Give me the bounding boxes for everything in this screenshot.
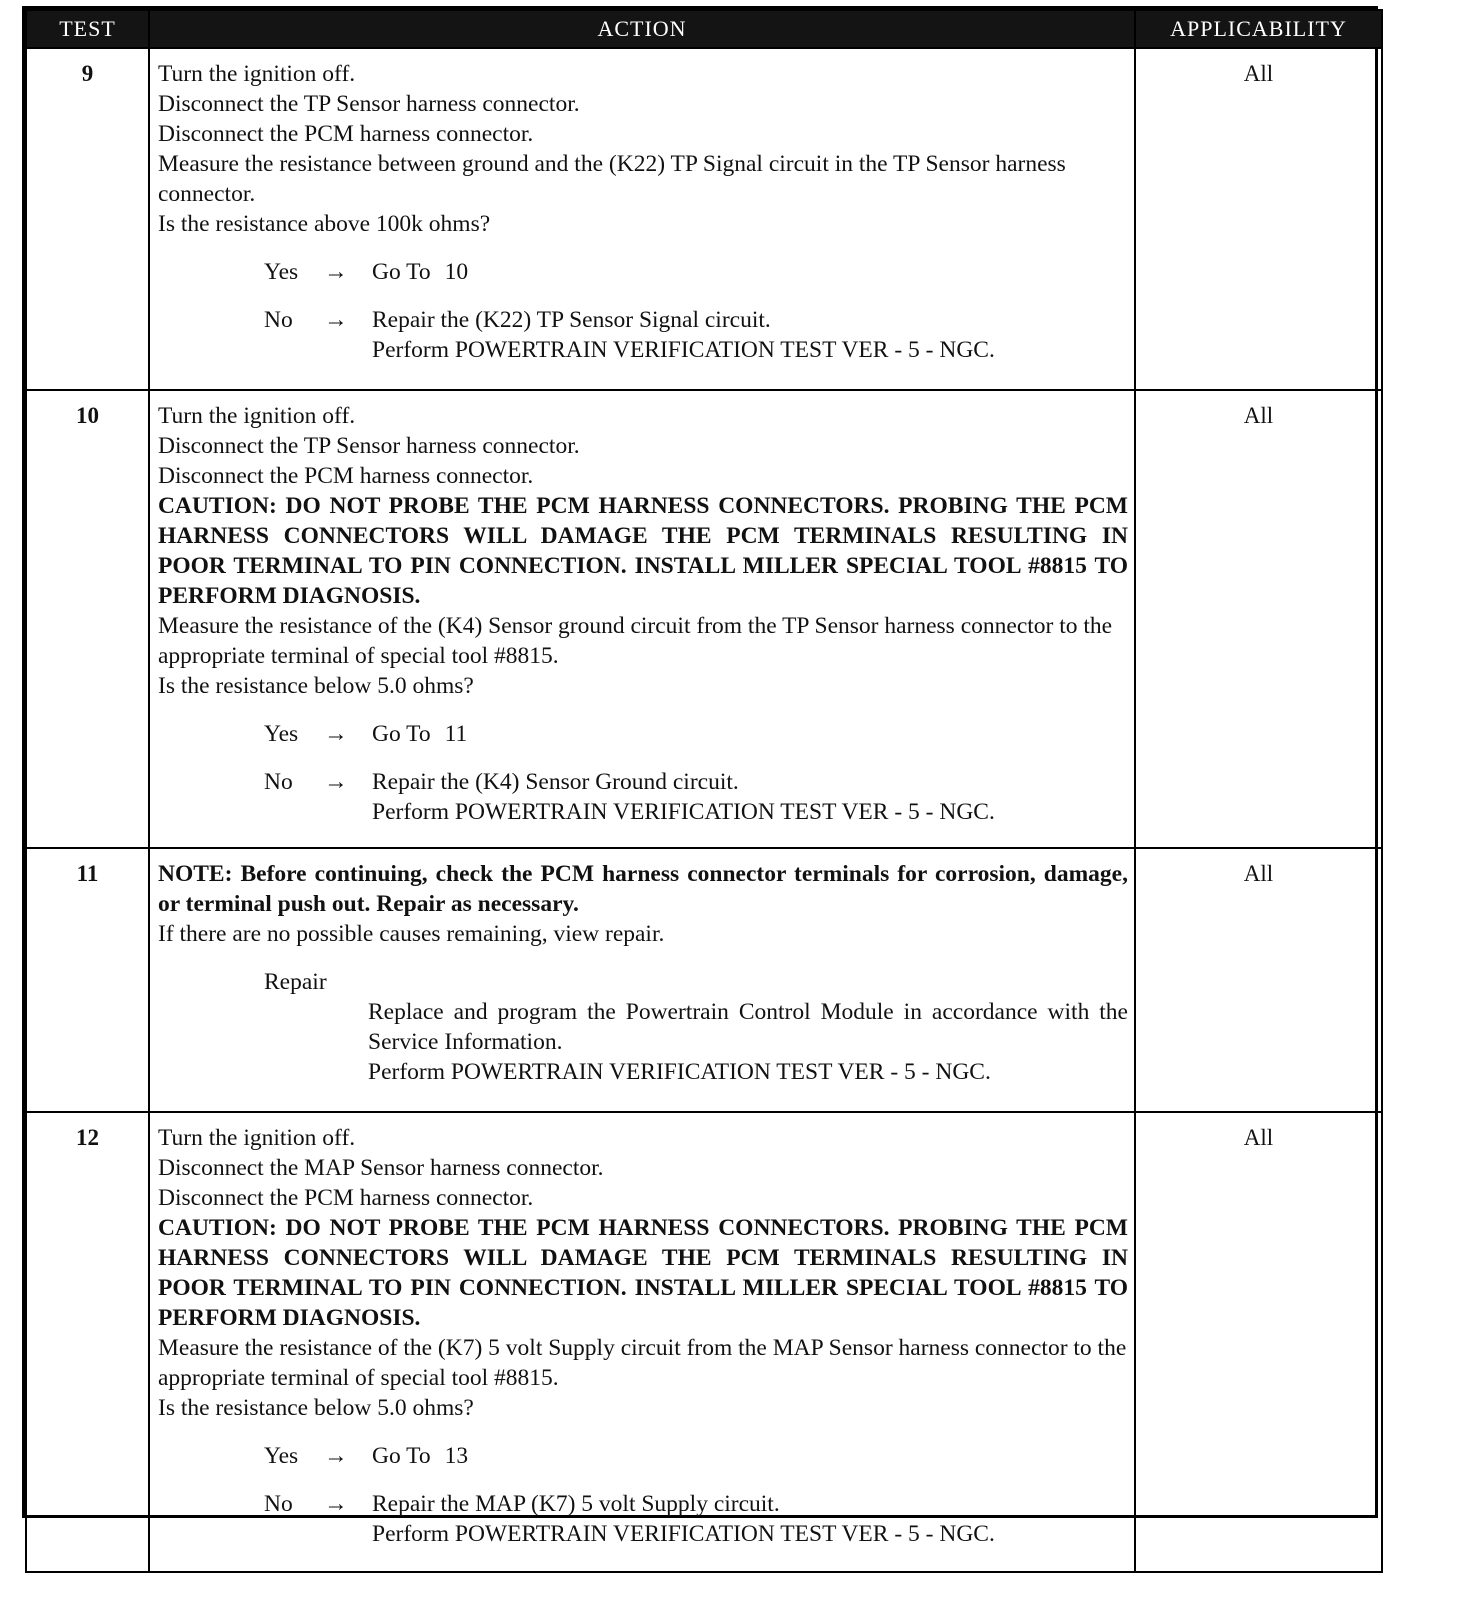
action-step: Measure the resistance of the (K4) Sensor ground circuit from the TP Sensor harness connector to the appropriate terminal of special tool #8815. [158,613,1113,669]
header-test: TEST [26,10,149,48]
table-header-row [26,10,1382,48]
test-table [25,9,1383,1573]
repair-label: Repair [264,969,327,995]
goto-target: 10 [444,259,469,285]
action-step: Disconnect the PCM harness connector. [158,1185,534,1211]
action-cell [149,390,1135,848]
yes-goto [372,1441,1128,1471]
no-branch [264,305,1128,365]
yes-label: Yes [264,1443,299,1469]
header-action: ACTION [149,10,1135,48]
right-arrow-icon: → [324,1491,348,1517]
caution-text: CAUTION: DO NOT PROBE THE PCM HARNESS CONNECTORS. PROBING THE PCM HARNESS CONNECTORS WILL DAMAGE THE PCM TERMINALS RESULTING IN POOR TERMINAL TO PIN CONNECTION. INSTALL MILLER SPECIAL TOOL #8815 TO PERFORM DIAGNOSIS. [158,493,1128,609]
action-cell [149,848,1135,1112]
action-step: Disconnect the TP Sensor harness connector. [158,433,580,459]
diagnostic-test-table [22,6,1378,1547]
caution-text: CAUTION: DO NOT PROBE THE PCM HARNESS CONNECTORS. PROBING THE PCM HARNESS CONNECTORS WILL DAMAGE THE PCM TERMINALS RESULTING IN POOR TERMINAL TO PIN CONNECTION. INSTALL MILLER SPECIAL TOOL #8815 TO PERFORM DIAGNOSIS. [158,1215,1128,1331]
action-step: Turn the ignition off. [158,403,356,429]
yes-label: Yes [264,721,299,747]
test-number: 10 [26,390,149,848]
no-action [372,1489,1128,1549]
action-cell [149,1112,1135,1572]
action-step: Measure the resistance of the (K7) 5 volt Supply circuit from the MAP Sensor harness connector to the appropriate terminal of special tool #8815. [158,1335,1127,1391]
table-row-test-11 [26,848,1382,1112]
action-question: Is the resistance below 5.0 ohms? [158,1395,474,1421]
repair-text: Replace and program the Powertrain Control Module in accordance with the Service Information. [368,999,1128,1055]
goto-label: Go To [372,721,431,747]
no-branch [264,767,1128,827]
yes-goto [372,257,1128,287]
verification-step: Perform POWERTRAIN VERIFICATION TEST VER - 5 - NGC. [372,337,995,363]
action-question: Is the resistance above 100k ohms? [158,211,491,237]
goto-target: 11 [444,721,468,747]
no-label: No [264,307,293,333]
yes-branch [264,719,1128,749]
verification-step: Perform POWERTRAIN VERIFICATION TEST VER - 5 - NGC. [372,799,995,825]
action-step: Disconnect the MAP Sensor harness connector. [158,1155,604,1181]
action-step: Turn the ignition off. [158,61,356,87]
action-step: Disconnect the TP Sensor harness connector. [158,91,580,117]
right-arrow-icon: → [324,1443,348,1469]
note-text: NOTE: Before continuing, check the PCM harness connector terminals for corrosion, damage, or terminal push out. Repair as necessary. [158,861,1128,917]
table-row-test-10 [26,390,1382,848]
yes-branch [264,1441,1128,1471]
right-arrow-icon: → [324,259,348,285]
table-row-test-9 [26,48,1382,390]
repair-step: Repair the (K4) Sensor Ground circuit. [372,769,739,795]
no-action [372,767,1128,827]
header-applicability: APPLICABILITY [1135,10,1382,48]
applicability-value: All [1135,48,1382,390]
applicability-value: All [1135,1112,1382,1572]
goto-label: Go To [372,1443,431,1469]
verification-step: Perform POWERTRAIN VERIFICATION TEST VER - 5 - NGC. [368,1059,991,1085]
applicability-value: All [1135,848,1382,1112]
test-number: 12 [26,1112,149,1572]
test-number: 9 [26,48,149,390]
yes-label: Yes [264,259,299,285]
goto-target: 13 [444,1443,469,1469]
action-step: Turn the ignition off. [158,1125,356,1151]
right-arrow-icon: → [324,307,348,333]
no-label: No [264,769,293,795]
repair-step: Repair the MAP (K7) 5 volt Supply circuit. [372,1491,780,1517]
applicability-value: All [1135,390,1382,848]
yes-branch [264,257,1128,287]
action-cell [149,48,1135,390]
action-question: Is the resistance below 5.0 ohms? [158,673,474,699]
action-step: Measure the resistance between ground and the (K22) TP Signal circuit in the TP Sensor harness connector. [158,151,1066,207]
table-row-test-12 [26,1112,1382,1572]
right-arrow-icon: → [324,769,348,795]
verification-step: Perform POWERTRAIN VERIFICATION TEST VER - 5 - NGC. [372,1521,995,1547]
no-branch [264,1489,1128,1549]
action-step: Disconnect the PCM harness connector. [158,121,534,147]
action-step: If there are no possible causes remaining, view repair. [158,921,665,947]
goto-label: Go To [372,259,431,285]
test-number: 11 [26,848,149,1112]
no-action [372,305,1128,365]
no-label: No [264,1491,293,1517]
repair-step: Repair the (K22) TP Sensor Signal circuit. [372,307,771,333]
right-arrow-icon: → [324,721,348,747]
yes-goto [372,719,1128,749]
action-step: Disconnect the PCM harness connector. [158,463,534,489]
